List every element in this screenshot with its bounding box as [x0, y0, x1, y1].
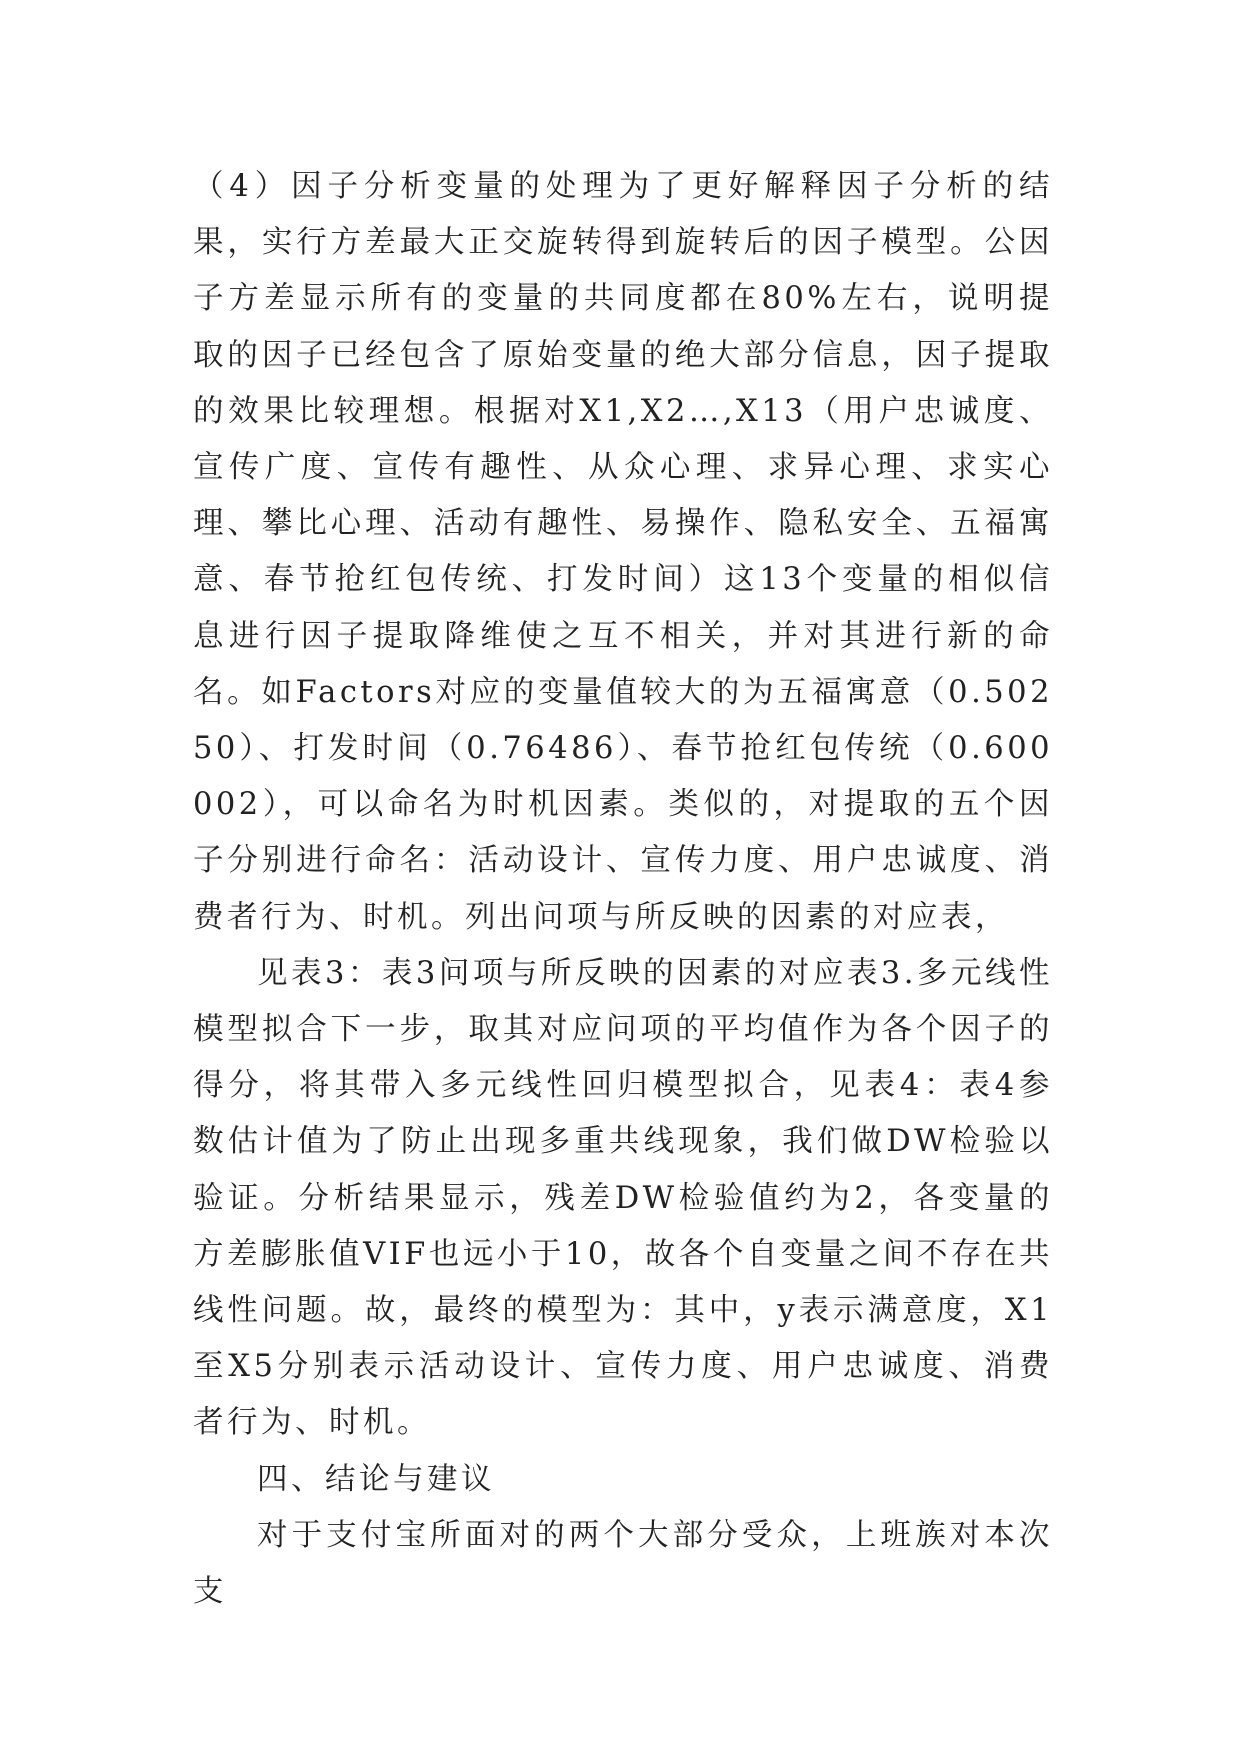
- paragraph-conclusion-start: 对于支付宝所面对的两个大部分受众，上班族对本次支: [193, 1517, 1053, 1610]
- section-heading-conclusion: 四、结论与建议: [257, 1461, 495, 1497]
- document-body: [193, 159, 1053, 1620]
- paragraph-factor-analysis: （4）因子分析变量的处理为了更好解释因子分析的结果，实行方差最大正交旋转得到旋转后的因子模型。公因子方差显示所有的变量的共同度都在80%左右，说明提取的因子已经包含了原始变量的绝大部分信息，因子提取的效果比较理想。根据对X1,X2…,X13（用户忠诚度、宣传广度、宣传有趣性、从众心理、求异心理、求实心理、攀比心理、活动有趣性、易操作、隐私安全、五福寓意、春节抢红包传统、打发时间）这13个变量的相似信息进行因子提取降维使之互不相关，并对其进行新的命名。如Factors对应的变量值较大的为五福寓意（0.50250）、打发时间（0.76486）、春节抢红包传统（0.600002），可以命名为时机因素。类似的，对提取的五个因子分别进行命名：活动设计、宣传力度、用户忠诚度、消费者行为、时机。列出问项与所反映的因素的对应表，: [193, 169, 1053, 935]
- paragraph-regression-model: 见表3：表3问项与所反映的因素的对应表3.多元线性模型拟合下一步，取其对应问项的平均值作为各个因子的得分，将其带入多元线性回归模型拟合，见表4：表4参数估计值为了防止出现多重共线现象，我们做DW检验以验证。分析结果显示，残差DW检验值约为2，各变量的方差膨胀值VIF也远小于10，故各个自变量之间不存在共线性问题。故，最终的模型为：其中，y表示满意度，X1至X5分别表示活动设计、宣传力度、用户忠诚度、消费者行为、时机。: [193, 955, 1053, 1441]
